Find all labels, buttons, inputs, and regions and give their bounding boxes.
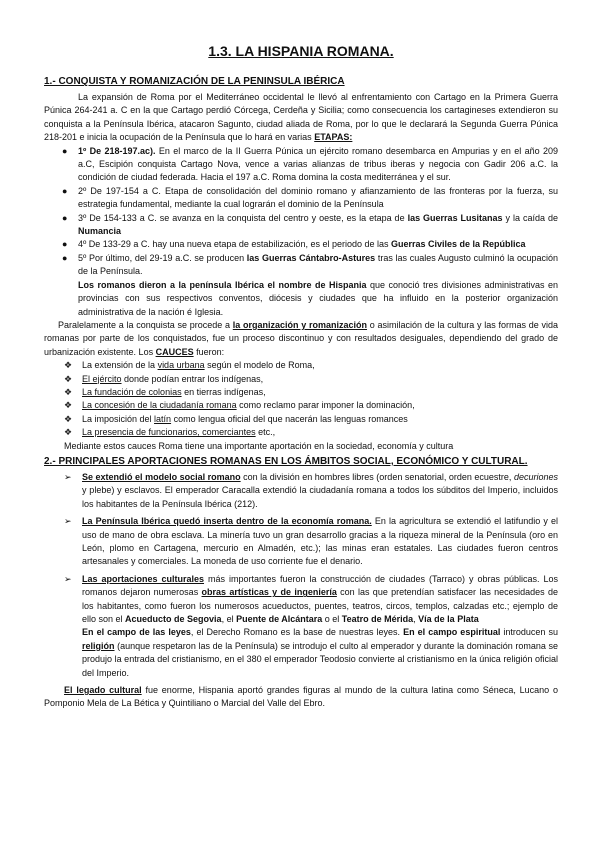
contribution-economic: ➢ La Península Ibérica quedó inserta dentro de la economía romana. En la agricultura se extendió el latifundio y el uso de mano de obra esclava. La minería tuvo un gran desarrollo gracias a la riqueza mineral de la Península (oro en León, plomo en Cartagena, mercurio en Almadén, etc.); las minas eran estatales. Las ciudades fueron centros artesanales y comerciales. La moneda de uso corriente fue el denario. xyxy=(64,516,558,567)
cauce-item: ❖ La imposición del latín como lengua oficial del que nacerán las lenguas romances xyxy=(82,413,558,426)
stages-list xyxy=(44,145,558,279)
stage-item: ● 1º De 218-197.ac). En el marco de la II Guerra Púnica un ejército romano desembarca en Ampurias y en el año 209 a.C, Escipión conquista Cartago Nova, vence a varias alianzas de tribus iberas y negocia con Gadir 206 a.C. la condición de ciudad federada. Hacia el 197 a.C. Roma domina la costa mediterránea y el sur. xyxy=(62,145,558,183)
diamond-bullet-icon: ❖ xyxy=(64,400,73,411)
romanization-paragraph: Paralelamente a la conquista se procede a la organización y romanización o asimilación de la cultura y las formas de vida romanas por parte de los conquistados, fue un proceso discontinuo y con resultados desiguales, dependiendo del grado de urbanización existente. Los CAUCES fueron: xyxy=(44,319,558,357)
legado-paragraph: El legado cultural fue enorme, Hispania aportó grandes figuras al mundo de la cultura latina como Séneca, Lucano o Pomponio Mela de La Bética y Quintiliano o Marcial del Valle del Ebro. xyxy=(44,685,558,709)
cauce-item: ❖ El ejército donde podían entrar los indígenas, xyxy=(82,373,558,386)
diamond-bullet-icon: ❖ xyxy=(64,386,73,397)
stage-item: ● 5º Por último, del 29-19 a.C. se producen las Guerras Cántabro-Astures tras las cuales Augusto culminó la ocupación de la Península. xyxy=(62,252,559,277)
diamond-bullet-icon: ❖ xyxy=(64,413,73,424)
bullet-icon: ● xyxy=(62,239,68,250)
cauce-item: ❖ La presencia de funcionarios, comerciantes etc., xyxy=(82,426,558,439)
bullet-icon: ● xyxy=(62,252,68,263)
hispania-paragraph: Los romanos dieron a la península Ibérica el nombre de Hispania que conoció tres divisiones administrativas en provincias con sus respectivos conventos, diócesis y ciudades que ha influido en la posterior organización administrativa de la nación é Iglesia. xyxy=(78,279,558,317)
document-title: 1.3. LA HISPANIA ROMANA. xyxy=(208,43,394,59)
cauce-item: ❖ La fundación de colonias en tierras indígenas, xyxy=(82,386,558,399)
cauce-item: ❖ La extensión de la vida urbana según el modelo de Roma, xyxy=(82,359,558,372)
stage-item: ● 2º De 197-154 a C. Etapa de consolidación del dominio romano y afianzamiento de las fronteras por la fuerza, su estrategia fundamental, mediante la cual lograrán el dominio de la Península xyxy=(62,185,558,210)
section2-heading: 2.- PRINCIPALES APORTACIONES ROMANAS EN LOS ÁMBITOS SOCIAL, ECONÓMICO Y CULTURAL. xyxy=(44,455,528,467)
arrow-bullet-icon: ➢ xyxy=(64,516,72,527)
laws-religion-paragraph: En el campo de las leyes, el Derecho Romano es la base de nuestras leyes. En el campo espiritual introducen su religión (aunque respetaron las de la Península) se introdujo el culto al emperador y durante la dominación romana se produjo la entrada del cristianismo, en el 380 el emperador Teodosio convierte al cristianismo en la única religión oficial del Imperio. xyxy=(82,627,558,678)
cauces-list xyxy=(44,359,558,439)
mediante-text: Mediante estos cauces Roma tiene una importante aportación en la sociedad, economía y cultura xyxy=(64,440,454,451)
diamond-bullet-icon: ❖ xyxy=(64,360,73,371)
contribution-cultural: ➢ Las aportaciones culturales más importantes fueron la construcción de ciudades (Tarraco) y obras públicas. Los romanos dejaron numerosas obras artísticas y de ingeniería con las que pretendían satisfacer las necesidades de los habitantes, como fueron los numerosos acueductos, puentes, teatros, circos, templos, calzadas etc.; ejemplo de ello son el Acueducto de Segovia, el Puente de Alcántara o el Teatro de Mérida, Vía de la Plata En el campo de las leyes, el Derecho Romano es la base de nuestras leyes. En el campo espiritual introducen su religión (aunque respetaron las de la Península) se introdujo el culto al emperador y durante la dominación romana se produjo la entrada del cristianismo, en el 380 el emperador Teodosio convierte al cristianismo en la única religión oficial del Imperio. xyxy=(82,573,558,680)
arrow-bullet-icon: ➢ xyxy=(64,573,72,584)
bullet-icon: ● xyxy=(62,145,68,156)
bullet-icon: ● xyxy=(62,185,68,196)
section1-intro: La expansión de Roma por el Mediterráneo occidental le llevó al enfrentamiento con Cartago en la Primera Guerra Púnica 264-241 a. C en la que Cartago perdió Córcega, Cerdeña y Sicilia; como consecuencia los cartagineses extendieron su conquista a la Península Ibérica, atacaron Sagunto, ciudad aliada de Roma, por lo que le declarará la Segunda Guerra Púnica 218-201 e inicia la ocupación de la Península que lo hará en varias ETAPAS: xyxy=(44,92,558,143)
contributions-list xyxy=(44,471,558,680)
bullet-icon: ● xyxy=(62,212,68,223)
arrow-bullet-icon: ➢ xyxy=(64,471,72,482)
stage-item: ● 3º De 154-133 a C. se avanza en la conquista del centro y oeste, es la etapa de las Guerras Lusitanas y la caída de Numancia xyxy=(62,212,558,237)
section1-heading: 1.- CONQUISTA Y ROMANIZACIÓN DE LA PENINSULA IBÉRICA xyxy=(44,76,345,87)
document-page xyxy=(44,42,558,711)
diamond-bullet-icon: ❖ xyxy=(64,427,73,438)
diamond-bullet-icon: ❖ xyxy=(64,373,73,384)
stage-item: ● 4º De 133-29 a C. hay una nueva etapa de estabilización, es el periodo de las Guerras Civiles de la República xyxy=(78,238,558,251)
cauces-label: CAUCES xyxy=(155,346,194,357)
cauce-item: ❖ La concesión de la ciudadanía romana como reclamo parar imponer la dominación, xyxy=(82,399,558,412)
etapas-label: ETAPAS: xyxy=(314,132,353,143)
contribution-social: ➢ Se extendió el modelo social romano con la división en hombres libres (orden senatorial, orden ecuestre, decuriones y plebe) y esclavos. El emperador Caracalla extendió la ciudadanía romana a todos los súbditos del Imperio, incluidos los habitantes de la Península Ibérica (212). xyxy=(64,471,558,509)
